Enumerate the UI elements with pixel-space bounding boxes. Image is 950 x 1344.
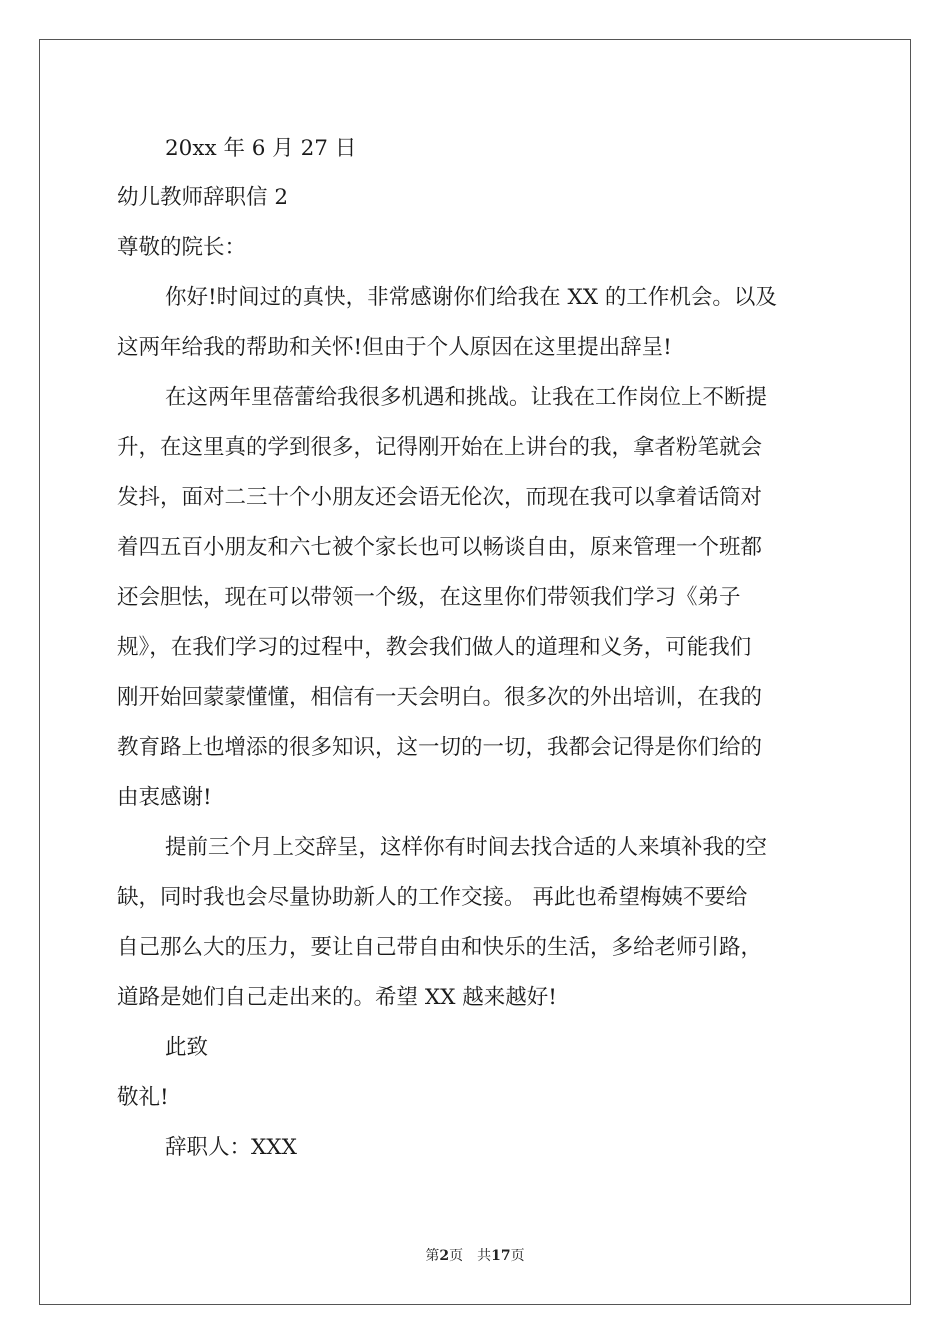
paragraph-line: 由衷感谢!	[117, 785, 212, 810]
date-line: 20xx 年 6 月 27 日	[165, 136, 357, 161]
paragraph-line: 在这两年里蓓蕾给我很多机遇和挑战。让我在工作岗位上不断提	[165, 385, 768, 410]
paragraph-line: 升，在这里真的学到很多，记得刚开始在上讲台的我，拿者粉笔就会	[117, 435, 763, 460]
total-suffix: 页	[510, 1248, 525, 1264]
total-prefix: 共	[477, 1248, 492, 1264]
closing-line-2: 敬礼!	[117, 1085, 169, 1110]
salutation: 尊敬的院长：	[117, 235, 247, 260]
page-suffix: 页	[449, 1248, 464, 1264]
page-number: 2	[439, 1248, 450, 1264]
total-pages: 17	[491, 1248, 511, 1264]
closing-line-1: 此致	[165, 1035, 209, 1060]
paragraph-line: 刚开始回蒙蒙懂懂，相信有一天会明白。很多次的外出培训，在我的	[117, 685, 763, 710]
paragraph-line: 缺，同时我也会尽量协助新人的工作交接。 再此也希望梅姨不要给	[117, 885, 748, 910]
page-footer	[0, 1246, 950, 1266]
paragraph-line: 发抖，面对二三十个小朋友还会语无伦次，而现在我可以拿着话筒对	[117, 485, 763, 510]
page-border	[39, 39, 911, 1305]
paragraph-line: 你好!时间过的真快，非常感谢你们给我在 XX 的工作机会。以及	[165, 285, 777, 310]
paragraph-line: 道路是她们自己走出来的。希望 XX 越来越好!	[117, 985, 557, 1010]
paragraph-line: 教育路上也增添的很多知识，这一切的一切，我都会记得是你们给的	[117, 735, 763, 760]
paragraph-line: 自己那么大的压力，要让自己带自由和快乐的生活，多给老师引路，	[117, 935, 763, 960]
paragraph-line: 还会胆怯，现在可以带领一个级，在这里你们带领我们学习《弟子	[117, 585, 741, 610]
page-prefix: 第	[425, 1248, 440, 1264]
paragraph-line: 这两年给我的帮助和关怀!但由于个人原因在这里提出辞呈!	[117, 335, 672, 360]
paragraph-line: 着四五百小朋友和六七被个家长也可以畅谈自由，原来管理一个班都	[117, 535, 763, 560]
signature: 辞职人：XXX	[165, 1135, 297, 1160]
letter-title: 幼儿教师辞职信 2	[117, 185, 289, 210]
paragraph-line: 提前三个月上交辞呈，这样你有时间去找合适的人来填补我的空	[165, 835, 768, 860]
paragraph-line: 规》，在我们学习的过程中，教会我们做人的道理和义务，可能我们	[117, 635, 752, 660]
